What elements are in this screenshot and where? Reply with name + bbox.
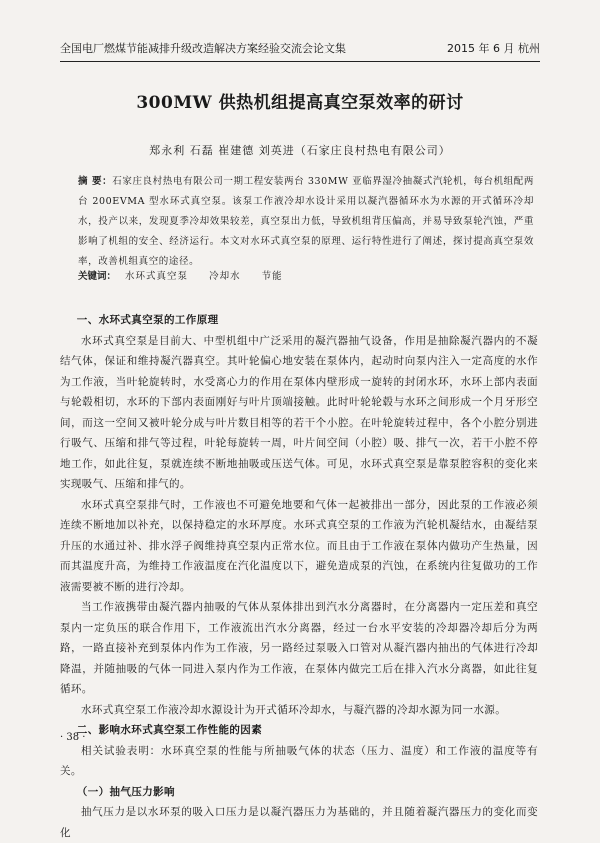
subsection-heading: （一）抽气压力影响 xyxy=(76,785,175,798)
page-number: · 38 · xyxy=(60,732,86,743)
section-heading-1: 一、水环式真空泵的工作原理 xyxy=(76,314,219,326)
abstract-label: 摘 要： xyxy=(78,176,113,187)
running-header xyxy=(60,40,540,58)
header-date-place: 2015 年 6 月 杭州 xyxy=(447,42,540,55)
paragraph: 相关试验表明：水环真空泵的性能与所抽吸气体的状态（压力、温度）和工作液的温度等有关。 xyxy=(60,744,538,777)
paper-authors: 郑永利 石磊 崔建德 刘英进（石家庄良村热电有限公司） xyxy=(149,144,451,157)
paper-body xyxy=(60,310,538,843)
paragraph: 水环式真空泵是目前大、中型机组中广泛采用的凝汽器抽气设备，作用是抽除凝汽器内的不凝结气体，保证和维持凝汽器真空。其叶轮偏心地安装在泵体内，起动时向泵内注入一定高度的水作为工作液，当叶轮旋转时，水受离心力的作用在泵体内壁形成一旋转的封闭水环，水环上部内表面与轮毂相切，水环的下部内表面刚好与叶片顶端接触。此时叶轮轮毂与水环之间形成一个月牙形空间，而这一空间又被叶轮分成与叶片数目相等的若干个小腔。在叶轮旋转过程中，各个小腔分别进行吸气、压缩和排气等过程，叶轮每旋转一周，叶片间空间（小腔）吸、排气一次，若干小腔不停地工作，如此往复，泵就连续不断地抽吸或压送气体。可见，水环式真空泵是靠泵腔容积的变化来实现吸气、压缩和排气的。 xyxy=(60,334,538,490)
header-proceedings-title: 全国电厂燃煤节能减排升级改造解决方案经验交流会论文集 xyxy=(60,42,346,55)
paragraph: 抽气压力是以水环泵的吸入口压力是以凝汽器压力为基础的，并且随着凝汽器压力的变化而变化 xyxy=(60,806,538,839)
keyword: 冷却水 xyxy=(209,271,241,282)
keywords xyxy=(78,269,534,285)
abstract xyxy=(78,172,534,272)
keywords-label: 关键词： xyxy=(78,271,117,282)
paragraph: 当工作液携带由凝汽器内抽吸的气体从泵体排出到汽水分离器时，在分离器内一定压差和真空泵内一定负压的联合作用下，工作液流出汽水分离器，经过一台水平安装的冷却器冷却后分为两路，一路直接补充到泵体内作为工作液，另一路经过泵吸入口管对从凝汽器内抽出的气体进行冷却降温，并随抽吸的气体一同进入泵内作为工作液，在泵体内做完工后在排入汽水分离器，如此往复循环。 xyxy=(60,601,538,695)
keyword: 节能 xyxy=(261,271,283,282)
paragraph: 水环式真空泵排气时，工作液也不可避免地要和气体一起被排出一部分，因此泵的工作液必须连续不断地加以补充，以保持稳定的水环厚度。水环式真空泵的工作液为汽轮机凝结水，由凝结泵升压的水通过补、排水浮子阀维持真空泵内正常水位。而且由于工作液在泵体内做功产生热量，因而其温度升高，为维持工作液温度在汽化温度以下，避免造成泵的汽蚀，在系统内往复做功的工作液需要被不断的进行冷却。 xyxy=(60,498,538,593)
paper-title: 300MW 供热机组提高真空泵效率的研讨 xyxy=(136,93,464,113)
abstract-text: 石家庄良村热电有限公司一期工程安装两台 330MW 亚临界湿冷抽凝式汽轮机，每台机组配两台 200EVMA 型水环式真空泵。该泵工作液冷却水设计采用以凝汽器循环水为水源的开式循环冷却水，投产以来，发现夏季冷却效果较差，真空泵出力低，导致机组背压偏高，并易导致泵轮汽蚀，严重影响了机组的安全、经济运行。本文对水环式真空泵的原理、运行特性进行了阐述，探讨提高真空泵效率，改善机组真空的途径。 xyxy=(78,176,534,267)
paragraph: 水环式真空泵工作液冷却水源设计为开式循环冷却水，与凝汽器的冷却水源为同一水源。 xyxy=(81,703,507,716)
keyword: 水环式真空泵 xyxy=(125,271,189,282)
header-divider xyxy=(60,61,540,62)
section-heading-2: 二、影响水环式真空泵工作性能的因素 xyxy=(76,724,263,736)
